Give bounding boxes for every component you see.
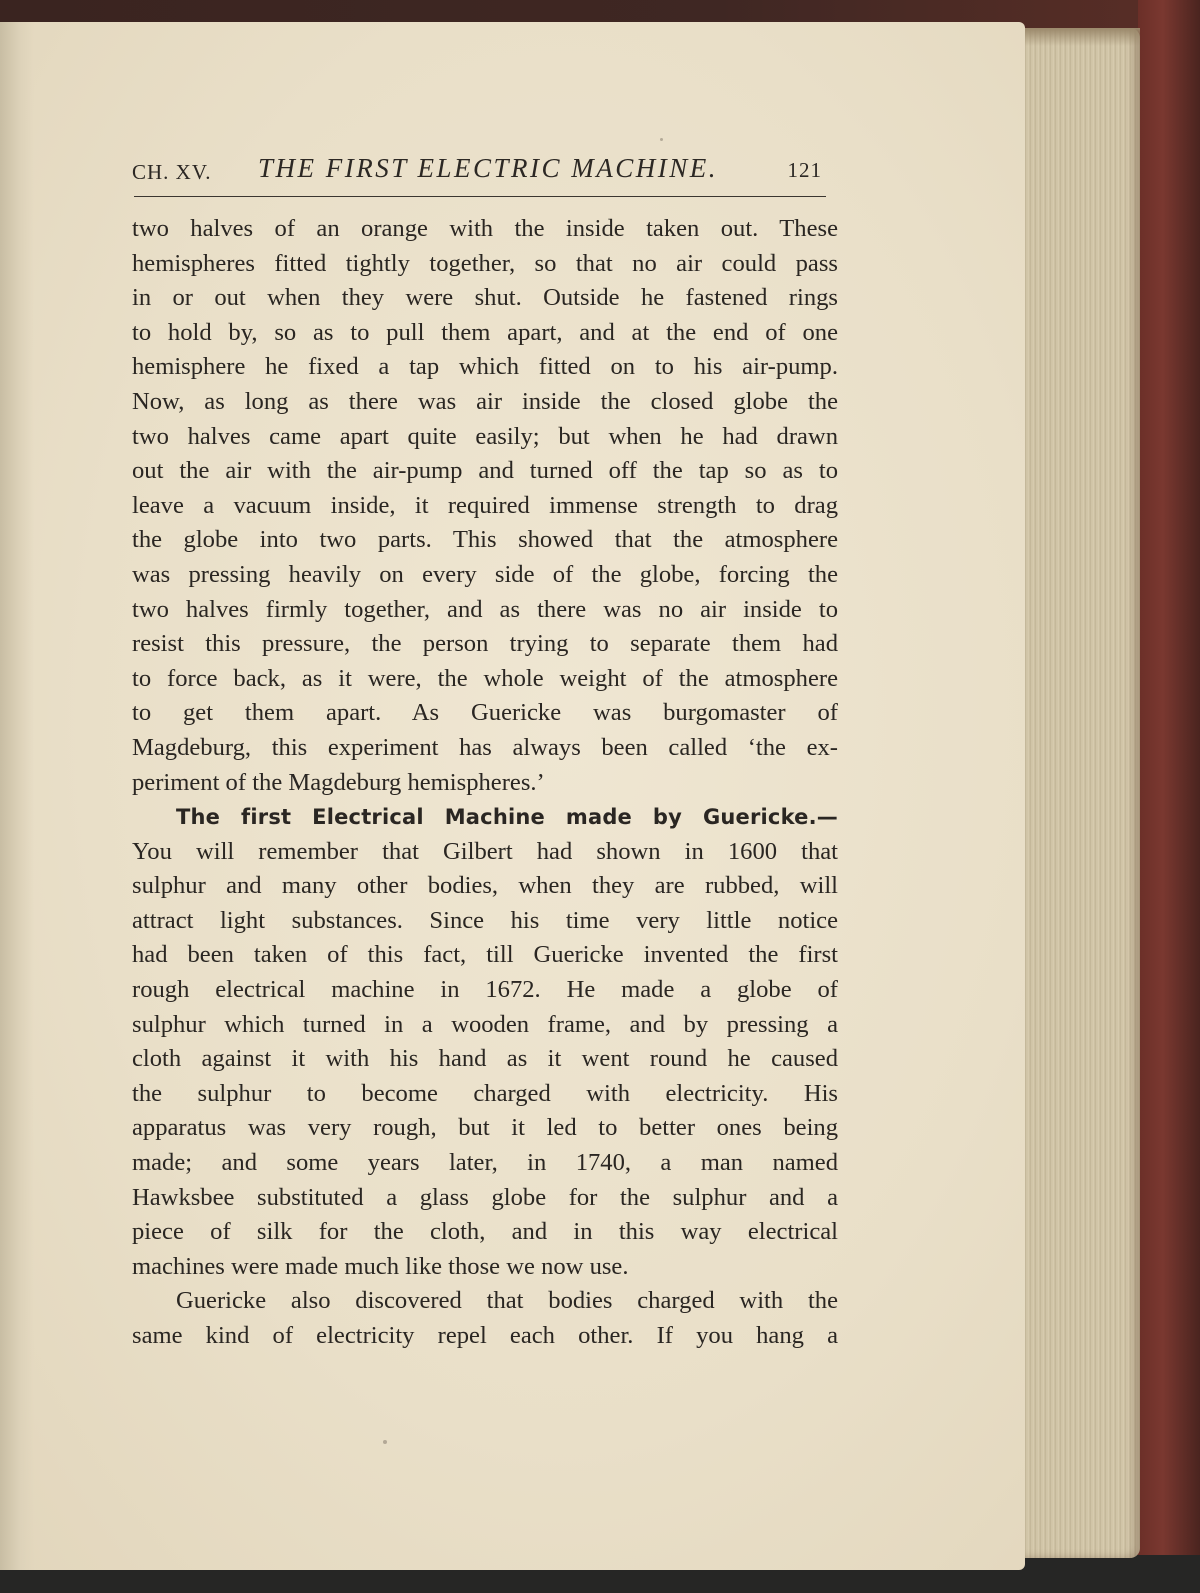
- text-line: two halves came apart quite easily; but when he had drawn: [132, 422, 838, 450]
- text-line: the globe into two parts. This showed that the atmosphere: [132, 526, 838, 554]
- header-rule: [134, 196, 826, 197]
- text-line: two halves of an orange with the inside taken out. These: [132, 215, 838, 242]
- text-line: the sulphur to become charged with electricity. His: [132, 1079, 838, 1107]
- body-text: [132, 212, 838, 1354]
- text-line: in or out when they were shut. Outside he fastened rings: [132, 284, 838, 312]
- text-line: Magdeburg, this experiment has always been called ‘the ex-: [132, 733, 838, 761]
- text-line: hemispheres fitted tightly together, so that no air could pass: [132, 249, 838, 277]
- text-line: had been taken of this fact, till Guericke invented the first: [132, 941, 838, 969]
- text-line: sulphur which turned in a wooden frame, and by pressing a: [132, 1010, 838, 1038]
- text-line: made; and some years later, in 1740, a man named: [132, 1149, 838, 1177]
- text-line: cloth against it with his hand as it went round he caused: [132, 1045, 838, 1073]
- text-line: two halves firmly together, and as there was no air inside to: [132, 595, 838, 623]
- text-line: to force back, as it were, the whole weight of the atmosphere: [132, 664, 838, 692]
- text-line: resist this pressure, the person trying to separate them had: [132, 630, 838, 658]
- text-line: sulphur and many other bodies, when they are rubbed, will: [132, 872, 838, 900]
- page-block-shadow: [1012, 28, 1140, 46]
- text-line: same kind of electricity repel each other. If you hang a: [132, 1322, 838, 1349]
- text-line: piece of silk for the cloth, and in this way electrical: [132, 1218, 838, 1246]
- text-line: leave a vacuum inside, it required immense strength to drag: [132, 491, 838, 519]
- page-gutter: [0, 22, 34, 1570]
- page-speck: [660, 138, 663, 141]
- text-line: Now, as long as there was air inside the closed globe the: [132, 387, 838, 415]
- chapter-label: CH. XV.: [132, 160, 212, 184]
- page-speck: [383, 1440, 387, 1444]
- text-line: periment of the Magdeburg hemispheres.’: [132, 768, 545, 796]
- page-block-edges: [1012, 28, 1140, 1558]
- section-heading: The first Electrical Machine made by Guericke.—: [176, 805, 838, 830]
- text-line: rough electrical machine in 1672. He made a globe of: [132, 976, 838, 1004]
- text-line: hemisphere he fixed a tap which fitted on to his air-pump.: [132, 353, 838, 381]
- text-line: to hold by, so as to pull them apart, and at the end of one: [132, 318, 838, 346]
- text-line: You will remember that Gilbert had shown in 1600 that: [132, 837, 838, 865]
- text-line: to get them apart. As Guericke was burgomaster of: [132, 699, 838, 727]
- running-title: THE FIRST ELECTRIC MACHINE.: [258, 153, 719, 183]
- text-line: was pressing heavily on every side of the globe, forcing the: [132, 560, 838, 588]
- text-line: attract light substances. Since his time very little notice: [132, 906, 838, 934]
- text-line: machines were made much like those we now use.: [132, 1252, 629, 1280]
- text-line: Hawksbee substituted a glass globe for the sulphur and a: [132, 1183, 838, 1211]
- text-line: apparatus was very rough, but it led to better ones being: [132, 1114, 838, 1142]
- running-head: [132, 150, 832, 190]
- book-cover-edge: [1138, 0, 1200, 1593]
- text-line: out the air with the air-pump and turned off the tap so as to: [132, 457, 838, 485]
- text-line: Guericke also discovered that bodies charged with the: [176, 1287, 838, 1315]
- page-number: 121: [787, 158, 822, 182]
